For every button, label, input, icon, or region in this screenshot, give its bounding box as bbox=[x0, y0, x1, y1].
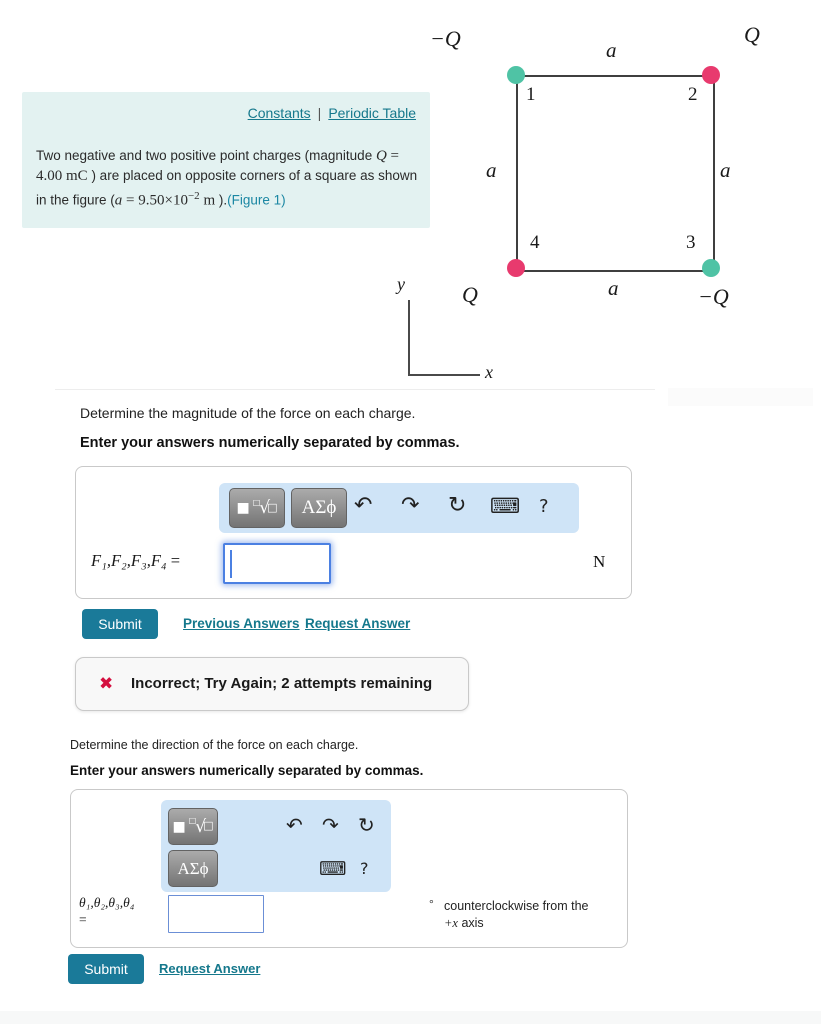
equals-sign: = bbox=[170, 551, 181, 570]
corner-number-1: 1 bbox=[526, 84, 536, 105]
undo-icon[interactable]: ↶ bbox=[354, 493, 373, 518]
part-b-unit-description bbox=[444, 898, 589, 932]
charge-dot-2-positive bbox=[702, 66, 720, 84]
y-axis-line bbox=[408, 300, 410, 376]
part-a-answer-panel bbox=[75, 466, 632, 599]
greek-symbols-button[interactable] bbox=[168, 850, 218, 887]
part-b-submit-button[interactable]: Submit bbox=[68, 954, 144, 984]
part-b-answer-expression bbox=[79, 894, 134, 928]
part-a-instruction: Enter your answers numerically separated by commas. bbox=[80, 435, 460, 451]
reset-icon[interactable]: ↻ bbox=[448, 493, 467, 518]
part-a-prompt: Determine the magnitude of the force on each charge. bbox=[80, 405, 416, 421]
part-b-answer-panel bbox=[70, 789, 628, 948]
part-b-prompt: Determine the direction of the force on each charge. bbox=[70, 738, 359, 752]
panel-edge-shading bbox=[668, 388, 813, 406]
charge-magnitude-value: = 4.00 mC bbox=[36, 147, 400, 184]
x-axis-line bbox=[408, 374, 480, 376]
keyboard-icon[interactable]: ⌨ bbox=[319, 858, 347, 880]
reference-links bbox=[248, 105, 416, 121]
part-a-answer-input[interactable] bbox=[223, 543, 331, 584]
help-icon[interactable]: ? bbox=[539, 496, 549, 517]
side-length-value: = 9.50×10 bbox=[122, 192, 188, 208]
problem-statement-panel bbox=[22, 92, 430, 228]
unit-description-line1: counterclockwise from the bbox=[444, 899, 589, 913]
side-length-label-left: a bbox=[486, 158, 497, 182]
side-length-var: a bbox=[114, 192, 123, 208]
math-templates-button[interactable] bbox=[168, 808, 218, 845]
charge-label-top-right: Q bbox=[744, 22, 760, 47]
side-length-label-top: a bbox=[606, 38, 617, 62]
greek-symbols-icon: ΑΣϕ bbox=[177, 858, 209, 878]
redo-icon[interactable]: ↷ bbox=[322, 813, 339, 837]
part-a-unit: N bbox=[593, 552, 606, 571]
math-templates-button[interactable] bbox=[229, 488, 285, 528]
charge-label-bottom-right: −Q bbox=[698, 284, 729, 309]
help-icon[interactable]: ? bbox=[360, 859, 369, 878]
charge-label-bottom-left: Q bbox=[462, 282, 478, 307]
part-b-answer-input[interactable] bbox=[168, 895, 264, 933]
corner-number-2: 2 bbox=[688, 84, 698, 105]
unit-description-line2: axis bbox=[457, 916, 484, 930]
side-length-unit: m bbox=[199, 192, 216, 208]
part-b-request-answer-link[interactable]: Request Answer bbox=[159, 961, 261, 976]
charge-magnitude-var: Q bbox=[375, 147, 387, 164]
figure-1-link[interactable]: (Figure 1) bbox=[227, 192, 286, 207]
link-separator: | bbox=[317, 105, 322, 121]
plus-x-axis-math: +x bbox=[444, 916, 458, 930]
side-length-exponent: −2 bbox=[187, 189, 200, 202]
problem-text bbox=[36, 146, 420, 211]
part-a-request-answer-link[interactable]: Request Answer bbox=[305, 616, 411, 631]
bottom-page-strip bbox=[0, 1011, 821, 1024]
charge-dot-3-negative bbox=[702, 259, 720, 277]
part-a-answer-expression bbox=[91, 551, 180, 571]
part-b-instruction: Enter your answers numerically separated by commas. bbox=[70, 763, 424, 778]
x-axis-label: x bbox=[485, 362, 493, 382]
corner-number-3: 3 bbox=[686, 232, 696, 253]
redo-icon[interactable]: ↷ bbox=[401, 493, 420, 518]
equals-sign: = bbox=[79, 912, 87, 927]
y-axis-label: y bbox=[397, 274, 405, 294]
feedback-banner bbox=[75, 657, 469, 711]
part-a-submit-button[interactable]: Submit bbox=[82, 609, 158, 639]
charge-dot-1-negative bbox=[507, 66, 525, 84]
problem-text-part2: ) are placed on opposite corners of a square as shown in the figure ( bbox=[36, 167, 418, 207]
part-a-equation-toolbar bbox=[219, 483, 579, 533]
charge-dot-4-positive bbox=[507, 259, 525, 277]
undo-icon[interactable]: ↶ bbox=[286, 813, 303, 837]
side-length-label-bottom: a bbox=[608, 276, 619, 300]
charge-label-top-left: −Q bbox=[430, 26, 461, 51]
feedback-message: Incorrect; Try Again; 2 attempts remaining bbox=[131, 675, 433, 692]
previous-answers-link[interactable]: Previous Answers bbox=[183, 616, 300, 631]
root-template-icon: ■ □ √ □ bbox=[172, 816, 214, 837]
root-template-icon: ■ □ √ □ bbox=[236, 497, 278, 518]
problem-text-part1: Two negative and two positive point charges (magnitude bbox=[36, 147, 376, 163]
reset-icon[interactable]: ↻ bbox=[358, 813, 375, 837]
problem-text-part3: ). bbox=[215, 192, 228, 207]
greek-symbols-icon: ΑΣϕ bbox=[301, 497, 337, 518]
angle-variables: θ₁,θ₂,θ₃,θ₄ bbox=[79, 895, 135, 910]
side-length-label-right: a bbox=[720, 158, 731, 182]
constants-link[interactable]: Constants bbox=[247, 105, 311, 121]
degree-symbol: ° bbox=[429, 897, 434, 911]
part-b-equation-toolbar bbox=[161, 800, 391, 892]
corner-number-4: 4 bbox=[530, 232, 540, 253]
section-divider bbox=[55, 389, 655, 390]
greek-symbols-button[interactable] bbox=[291, 488, 347, 528]
force-variables: F₁,F₂,F₃,F₄ bbox=[91, 551, 167, 570]
keyboard-icon[interactable]: ⌨ bbox=[490, 494, 521, 518]
periodic-table-link[interactable]: Periodic Table bbox=[328, 105, 416, 121]
incorrect-x-icon: ✖ bbox=[99, 674, 114, 694]
text-caret bbox=[230, 550, 232, 578]
